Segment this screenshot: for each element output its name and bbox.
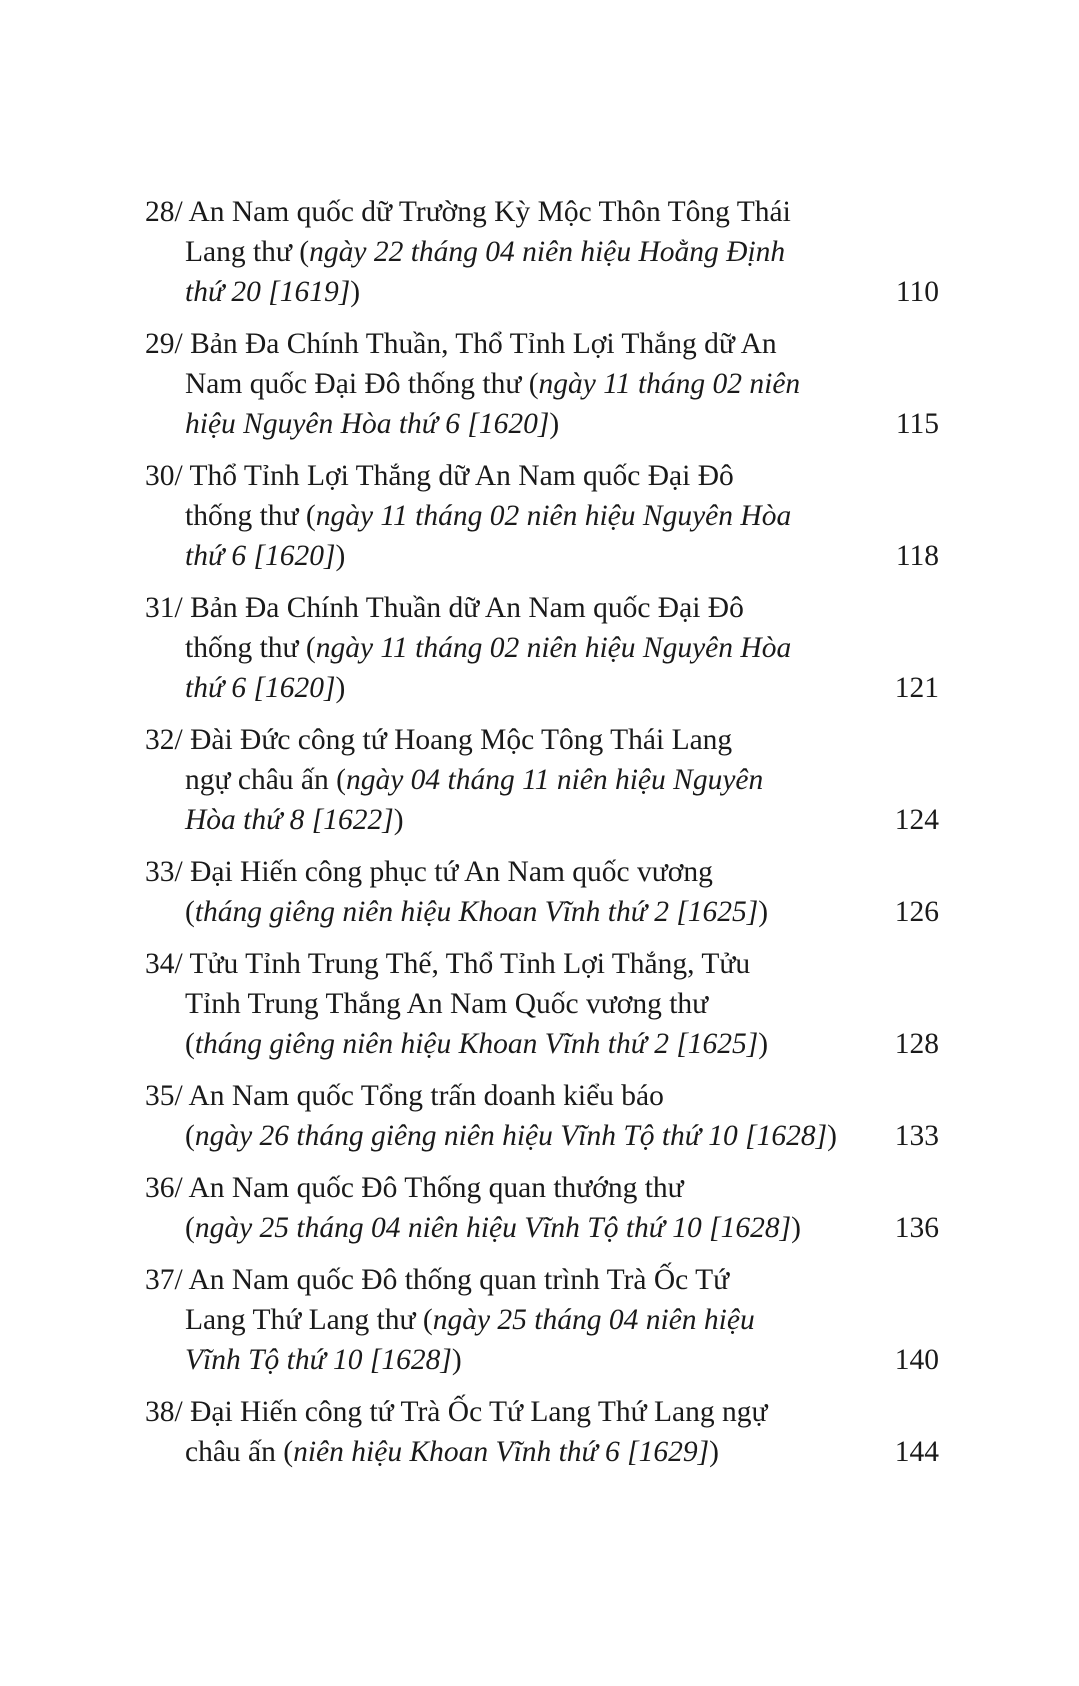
toc-entry-page-number: 118 — [895, 540, 939, 572]
toc-entry-title-text: ngự châu ấn ( — [185, 764, 346, 796]
toc-entry — [0, 1392, 1079, 1472]
toc-entry-page-number: 126 — [894, 896, 939, 928]
toc-entry-line — [0, 628, 1079, 668]
toc-entry-title-text: ) — [827, 1120, 837, 1152]
toc-entry — [0, 944, 1079, 1064]
toc-entry-title-text: ) — [335, 672, 346, 704]
toc-entry-date-text: hiệu Nguyên Hòa thứ 6 [1620] — [185, 408, 550, 440]
toc-entry-date-text: ngày 11 tháng 02 niên — [538, 368, 801, 400]
toc-entry-line — [0, 588, 1079, 628]
toc-entry-line — [0, 760, 1079, 800]
toc-entry-date-text: ngày 25 tháng 04 niên hiệu Vĩnh Tộ thứ 10 [1628] — [194, 1212, 792, 1244]
toc-entry-title-text: ( — [185, 1212, 195, 1244]
toc-entry-title-text: ) — [451, 1344, 462, 1376]
toc-entry-title-text: 30/ Thổ Tỉnh Lợi Thắng dữ An Nam quốc Đại Đô — [145, 460, 734, 492]
toc-entry-line — [0, 496, 1079, 536]
toc-entry-title-text: Lang Thứ Lang thư ( — [185, 1304, 433, 1336]
toc-entry-title-text: châu ấn ( — [185, 1436, 294, 1468]
toc-entry — [0, 1260, 1079, 1380]
toc-entry-date-text: thứ 6 [1620] — [185, 540, 336, 572]
toc-entry — [0, 1076, 1079, 1156]
toc-entry-line — [0, 456, 1079, 496]
toc-entry-title-text: 35/ An Nam quốc Tổng trấn doanh kiểu báo — [145, 1080, 664, 1112]
toc-entry-line — [0, 852, 1079, 892]
toc-entry-page-number: 136 — [894, 1212, 939, 1244]
toc-entry-title-text: ) — [335, 540, 346, 572]
toc-entry — [0, 720, 1079, 840]
toc-entry-line — [0, 192, 1079, 232]
toc-entry-title-text: Nam quốc Đại Đô thống thư ( — [185, 368, 539, 400]
table-of-contents — [0, 192, 1079, 1484]
toc-entry-title-text: 28/ An Nam quốc dữ Trường Kỳ Mộc Thôn Tông Thái — [145, 196, 791, 228]
toc-entry-title-text: ( — [185, 896, 195, 928]
toc-entry-title-text: 33/ Đại Hiến công phục tứ An Nam quốc vương — [145, 856, 713, 888]
toc-entry — [0, 852, 1079, 932]
toc-entry — [0, 324, 1079, 444]
toc-entry — [0, 192, 1079, 312]
toc-entry-title-text: Lang thư ( — [185, 236, 310, 268]
toc-entry-page-number: 121 — [894, 672, 939, 704]
toc-entry-title-text: ) — [393, 804, 404, 836]
toc-entry-line — [0, 1076, 1079, 1116]
toc-entry — [0, 456, 1079, 576]
toc-entry-date-text: tháng giêng niên hiệu Khoan Vĩnh thứ 2 [1625] — [194, 896, 759, 928]
toc-entry-title-text: 36/ An Nam quốc Đô Thống quan thướng thư — [145, 1172, 684, 1204]
toc-entry-line — [0, 984, 1079, 1024]
toc-entry-title-text: ) — [350, 276, 361, 308]
toc-entry-page-number: 115 — [895, 408, 939, 440]
toc-entry-title-text: 29/ Bản Đa Chính Thuần, Thổ Tỉnh Lợi Thắng dữ An — [145, 328, 777, 360]
toc-entry-title-text: ) — [791, 1212, 801, 1244]
toc-entry-line — [0, 944, 1079, 984]
toc-entry-date-text: niên hiệu Khoan Vĩnh thứ 6 [1629] — [293, 1436, 710, 1468]
toc-entry-page-number: 133 — [894, 1120, 939, 1152]
toc-entry-date-text: Vĩnh Tộ thứ 10 [1628] — [185, 1344, 452, 1376]
toc-entry-line — [0, 232, 1079, 272]
toc-entry-date-text: thứ 6 [1620] — [185, 672, 336, 704]
toc-entry-line — [0, 364, 1079, 404]
toc-entry-title-text: ( — [185, 1028, 195, 1060]
toc-entry-date-text: ngày 25 tháng 04 niên hiệu — [432, 1304, 755, 1336]
toc-entry — [0, 1168, 1079, 1248]
toc-entry-line — [0, 1392, 1079, 1432]
toc-entry-title-text: thống thư ( — [185, 500, 316, 532]
toc-entry-title-text: 32/ Đài Đức công tứ Hoang Mộc Tông Thái Lang — [145, 724, 733, 756]
toc-entry-page-number: 140 — [894, 1344, 939, 1376]
toc-entry-line — [0, 324, 1079, 364]
toc-entry-line — [0, 1260, 1079, 1300]
toc-entry-line — [0, 1168, 1079, 1208]
toc-entry-title-text: ) — [758, 896, 769, 928]
toc-entry-date-text: ngày 22 tháng 04 niên hiệu Hoằng Định — [309, 236, 786, 268]
toc-entry-date-text: tháng giêng niên hiệu Khoan Vĩnh thứ 2 [1625] — [194, 1028, 759, 1060]
toc-entry-date-text: ngày 26 tháng giêng niên hiệu Vĩnh Tộ thứ 10 [1628] — [194, 1120, 828, 1152]
toc-entry-date-text: thứ 20 [1619] — [185, 276, 351, 308]
toc-entry — [0, 588, 1079, 708]
toc-entry-line — [0, 720, 1079, 760]
toc-entry-title-text: 37/ An Nam quốc Đô thống quan trình Trà Ốc Tứ — [145, 1264, 730, 1296]
toc-entry-title-text: Tỉnh Trung Thắng An Nam Quốc vương thư — [185, 988, 709, 1020]
toc-entry-page-number: 128 — [894, 1028, 939, 1060]
toc-entry-title-text: thống thư ( — [185, 632, 316, 664]
toc-entry-line — [0, 1300, 1079, 1340]
toc-entry-date-text: ngày 11 tháng 02 niên hiệu Nguyên Hòa — [315, 632, 792, 664]
toc-entry-title-text: ( — [185, 1120, 195, 1152]
toc-entry-page-number: 144 — [894, 1436, 939, 1468]
toc-entry-title-text: 34/ Tửu Tỉnh Trung Thế, Thổ Tỉnh Lợi Thắng, Tửu — [145, 948, 751, 980]
toc-entry-title-text: 38/ Đại Hiến công tứ Trà Ốc Tứ Lang Thứ Lang ngự — [145, 1396, 768, 1428]
toc-entry-title-text: ) — [758, 1028, 769, 1060]
toc-entry-page-number: 124 — [894, 804, 939, 836]
toc-entry-title-text: ) — [709, 1436, 719, 1468]
toc-entry-page-number: 110 — [895, 276, 939, 308]
toc-entry-title-text: ) — [549, 408, 560, 440]
toc-entry-date-text: ngày 11 tháng 02 niên hiệu Nguyên Hòa — [315, 500, 792, 532]
toc-entry-date-text: Hòa thứ 8 [1622] — [185, 804, 394, 836]
toc-entry-title-text: 31/ Bản Đa Chính Thuần dữ An Nam quốc Đại Đô — [145, 592, 744, 624]
toc-entry-date-text: ngày 04 tháng 11 niên hiệu Nguyên — [345, 764, 764, 796]
